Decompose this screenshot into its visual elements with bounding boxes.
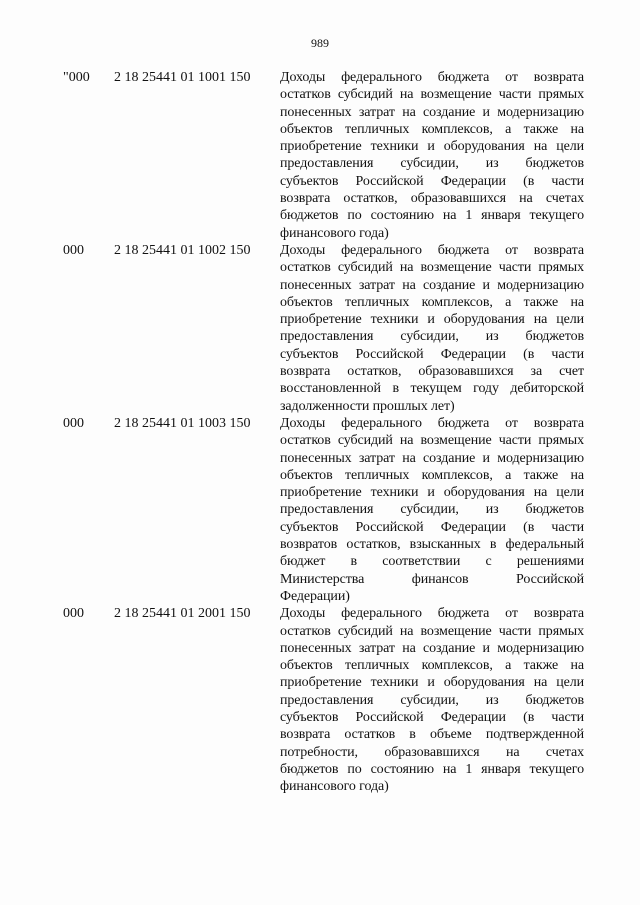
income-description	[280, 605, 584, 795]
description-line: Доходы федерального бюджета от возврата	[280, 242, 584, 258]
description-line: бюджет в соответствии с решениями	[280, 554, 584, 570]
admin-code: 000	[63, 606, 84, 622]
description-line: Министерства финансов Российской	[280, 571, 584, 587]
description-line: Федерации)	[280, 588, 350, 604]
description-line: финансового года)	[280, 225, 389, 241]
description-line: остатков субсидий на возмещение части прямых	[280, 260, 584, 276]
description-line: возвратов остатков, взысканных в федеральный	[280, 537, 584, 553]
description-line: остатков субсидий на возмещение части прямых	[280, 623, 584, 639]
description-line: приобретение техники и оборудования на цели	[280, 139, 584, 155]
description-line: объектов тепличных комплексов, а также на	[280, 294, 584, 310]
description-line: объектов тепличных комплексов, а также на	[280, 658, 584, 674]
description-line: предоставления субсидии, из бюджетов	[280, 502, 584, 518]
description-line: задолженности прошлых лет)	[280, 398, 455, 414]
description-line: приобретение техники и оборудования на цели	[280, 312, 584, 328]
table-row	[0, 605, 640, 795]
description-line: Доходы федерального бюджета от возврата	[280, 606, 584, 622]
admin-code: 000	[63, 242, 84, 258]
income-description	[280, 415, 584, 605]
description-line: финансового года)	[280, 779, 389, 795]
description-line: объектов тепличных комплексов, а также на	[280, 121, 584, 137]
budget-classification-code: 2 18 25441 01 1001 150	[114, 70, 251, 85]
description-line: приобретение техники и оборудования на цели	[280, 675, 584, 691]
description-line: субъектов Российской Федерации (в части	[280, 519, 584, 535]
income-description	[280, 242, 584, 415]
admin-code: "000	[63, 70, 90, 85]
budget-classification-code: 2 18 25441 01 1003 150	[114, 415, 251, 431]
description-line: понесенных затрат на создание и модернизацию	[280, 640, 584, 656]
description-line: бюджетов по состоянию на 1 января текущего	[280, 761, 584, 777]
description-line: предоставления субсидии, из бюджетов	[280, 329, 584, 345]
description-line: приобретение техники и оборудования на цели	[280, 485, 584, 501]
admin-code: 000	[63, 415, 84, 431]
description-line: возврата остатков, образовавшихся на счетах	[280, 191, 584, 207]
description-line: возврата остатков, образовавшихся за счет	[280, 364, 584, 380]
description-line: восстановленной в текущем году дебиторской	[280, 381, 584, 397]
description-line: понесенных затрат на создание и модернизацию	[280, 450, 584, 466]
budget-code-table	[0, 69, 640, 795]
table-row	[0, 69, 640, 242]
description-line: субъектов Российской Федерации (в части	[280, 709, 584, 725]
description-line: субъектов Российской Федерации (в части	[280, 346, 584, 362]
description-line: остатков субсидий на возмещение части прямых	[280, 433, 584, 449]
table-row	[0, 415, 640, 605]
description-line: Доходы федерального бюджета от возврата	[280, 70, 584, 85]
page-number: 989	[311, 36, 329, 50]
description-line: Доходы федерального бюджета от возврата	[280, 415, 584, 431]
description-line: остатков субсидий на возмещение части прямых	[280, 87, 584, 103]
description-line: потребности, образовавшихся на счетах	[280, 744, 584, 760]
budget-classification-code: 2 18 25441 01 1002 150	[114, 242, 251, 258]
description-line: возврата остатков в объеме подтвержденной	[280, 727, 584, 743]
budget-classification-code: 2 18 25441 01 2001 150	[114, 606, 251, 622]
description-line: объектов тепличных комплексов, а также на	[280, 467, 584, 483]
description-line: понесенных затрат на создание и модернизацию	[280, 277, 584, 293]
description-line: предоставления субсидии, из бюджетов	[280, 156, 584, 172]
table-row	[0, 242, 640, 415]
description-line: субъектов Российской Федерации (в части	[280, 173, 584, 189]
income-description	[280, 69, 584, 242]
description-line: понесенных затрат на создание и модернизацию	[280, 104, 584, 120]
description-line: предоставления субсидии, из бюджетов	[280, 692, 584, 708]
description-line: бюджетов по состоянию на 1 января текущего	[280, 208, 584, 224]
